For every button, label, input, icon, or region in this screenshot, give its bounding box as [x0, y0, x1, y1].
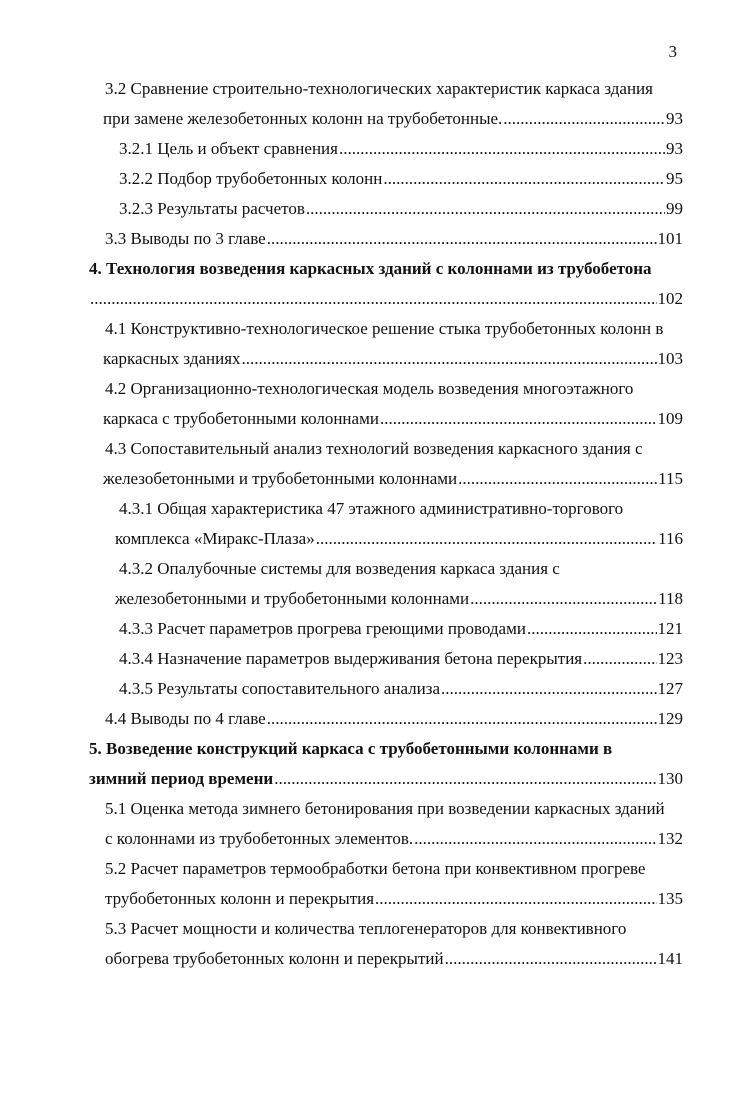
- toc-entry-title: 4.3.3 Расчет параметров прогрева греющими проводами: [119, 619, 526, 638]
- toc-entry-title: 4. Технология возведения каркасных зданий с колоннами из трубобетона: [89, 259, 652, 278]
- toc-entry-4-3-1[interactable]: [115, 494, 683, 554]
- leader-dots: [583, 644, 656, 674]
- leader-dots: [503, 104, 665, 134]
- toc-entry-last-line: [119, 644, 683, 674]
- toc-entry-chapter-5[interactable]: [89, 734, 683, 794]
- toc-entry-4-3-3[interactable]: [119, 614, 683, 644]
- toc-entry-title: 5.1 Оценка метода зимнего бетонирования при возведении каркасных зданий: [105, 799, 665, 818]
- toc-entry-title: 3.2 Сравнение строительно-технологических характеристик каркаса здания: [105, 79, 653, 98]
- toc-entry-first-line: [105, 914, 683, 944]
- toc-entry-4-4[interactable]: [105, 704, 683, 734]
- toc-page-number: 115: [658, 469, 683, 488]
- toc-entry-4-1[interactable]: [105, 314, 683, 374]
- toc-entry-title-cont: железобетонными и трубобетонными колоннами: [103, 469, 458, 488]
- leader-dots: [414, 824, 656, 854]
- toc-entry-last-line: [105, 704, 683, 734]
- toc-entry-title: 3.2.3 Результаты расчетов: [119, 199, 305, 218]
- leader-dots: [375, 884, 656, 914]
- toc-entry-last-line: [115, 524, 683, 554]
- toc-entry-4-3-2[interactable]: [115, 554, 683, 614]
- toc-entry-3-2-3[interactable]: [119, 194, 683, 224]
- toc-entry-title-cont: зимний период времени: [89, 769, 274, 788]
- toc-entry-title: 4.4 Выводы по 4 главе: [105, 709, 266, 728]
- toc-entry-title: 5.3 Расчет мощности и количества теплогенераторов для конвективного: [105, 919, 627, 938]
- toc-entry-title: 4.3 Сопоставительный анализ технологий возведения каркасного здания с: [105, 439, 643, 458]
- toc-entry-last-line: [103, 104, 683, 134]
- toc-entry-last-line: [119, 614, 683, 644]
- leader-dots: [339, 134, 665, 164]
- toc-page-number: 130: [657, 769, 683, 788]
- toc-entry-title-cont: каркасных зданиях: [103, 349, 241, 368]
- leader-dots: [383, 164, 665, 194]
- toc-entry-title: 4.1 Конструктивно-технологическое решение стыка трубобетонных колонн в: [105, 319, 664, 338]
- toc-page-number: 118: [658, 589, 683, 608]
- toc-entry-title-cont: комплекса «Миракс-Плаза»: [115, 529, 315, 548]
- leader-dots: [527, 614, 657, 644]
- toc-entry-chapter-4[interactable]: [89, 254, 683, 314]
- toc-page-number: 99: [666, 199, 683, 218]
- toc-entry-last-line: [119, 194, 683, 224]
- toc-entry-last-line: [89, 284, 683, 314]
- leader-dots: [380, 404, 657, 434]
- toc-entry-title: 3.3 Выводы по 3 главе: [105, 229, 266, 248]
- toc-page-number: 95: [666, 169, 683, 188]
- toc-entry-first-line: [105, 794, 683, 824]
- toc-entry-title: 3.2.2 Подбор трубобетонных колонн: [119, 169, 383, 188]
- toc-entry-title: 4.2 Организационно-технологическая модель возведения многоэтажного: [105, 379, 634, 398]
- leader-dots: [445, 944, 657, 974]
- leader-dots: [90, 284, 657, 314]
- toc-entry-last-line: [105, 824, 683, 854]
- toc-entry-title: 4.3.4 Назначение параметров выдерживания бетона перекрытия: [119, 649, 583, 668]
- leader-dots: [470, 584, 657, 614]
- toc-entry-first-line: [105, 314, 683, 344]
- toc-page-number: 132: [657, 829, 683, 848]
- toc-entry-last-line: [89, 764, 683, 794]
- toc-entry-title: 4.3.1 Общая характеристика 47 этажного административно-торгового: [119, 499, 624, 518]
- toc-page-number: 109: [657, 409, 683, 428]
- toc-page-number: 116: [658, 529, 683, 548]
- leader-dots: [458, 464, 657, 494]
- leader-dots: [242, 344, 657, 374]
- toc-entry-title-cont: железобетонными и трубобетонными колоннами: [115, 589, 470, 608]
- toc-page-number: 93: [666, 109, 683, 128]
- toc-entry-last-line: [105, 224, 683, 254]
- toc-page-number: 135: [657, 889, 683, 908]
- toc-entry-first-line: [105, 434, 683, 464]
- toc-entry-last-line: [103, 464, 683, 494]
- leader-dots: [441, 674, 657, 704]
- toc-entry-first-line: [119, 494, 683, 524]
- toc-entry-3-2-2[interactable]: [119, 164, 683, 194]
- toc-page-number: 123: [657, 649, 683, 668]
- toc-entry-last-line: [119, 134, 683, 164]
- toc-entry-last-line: [105, 884, 683, 914]
- toc-entry-first-line: [89, 254, 683, 284]
- toc-entry-title: 5. Возведение конструкций каркаса с трубобетонными колоннами в: [89, 739, 613, 758]
- leader-dots: [267, 224, 657, 254]
- toc-page-number: 121: [657, 619, 683, 638]
- toc-entry-4-2[interactable]: [105, 374, 683, 434]
- toc-entry-last-line: [115, 584, 683, 614]
- toc-entry-title-cont: трубобетонных колонн и перекрытия: [105, 889, 375, 908]
- toc-page-number: 93: [666, 139, 683, 158]
- toc-entry-last-line: [119, 164, 683, 194]
- toc-entry-title: 5.2 Расчет параметров термообработки бетона при конвективном прогреве: [105, 859, 646, 878]
- toc-page-number: 127: [657, 679, 683, 698]
- toc-page-number: 129: [657, 709, 683, 728]
- toc-entry-5-2[interactable]: [105, 854, 683, 914]
- toc-page-number: 102: [657, 289, 683, 308]
- toc-entry-5-3[interactable]: [105, 914, 683, 974]
- page-number: 3: [668, 42, 677, 61]
- toc-entry-last-line: [119, 674, 683, 704]
- toc-entry-3-2[interactable]: [105, 74, 683, 134]
- toc-page-number: 101: [657, 229, 683, 248]
- toc-entry-title-cont: обогрева трубобетонных колонн и перекрытий: [105, 949, 444, 968]
- toc-entry-4-3-4[interactable]: [119, 644, 683, 674]
- leader-dots: [306, 194, 665, 224]
- toc-entry-first-line: [105, 854, 683, 884]
- toc-entry-title: 4.3.2 Опалубочные системы для возведения каркаса здания с: [119, 559, 560, 578]
- toc-entry-last-line: [103, 344, 683, 374]
- toc-entry-3-3[interactable]: [105, 224, 683, 254]
- toc-page-number: 141: [657, 949, 683, 968]
- toc-entry-title: 3.2.1 Цель и объект сравнения: [119, 139, 338, 158]
- leader-dots: [316, 524, 657, 554]
- toc-entry-title-cont: каркаса с трубобетонными колоннами: [103, 409, 379, 428]
- leader-dots: [267, 704, 657, 734]
- leader-dots: [274, 764, 656, 794]
- toc-entry-4-3[interactable]: [105, 434, 683, 494]
- toc-entry-first-line: [105, 374, 683, 404]
- toc-entry-title: 4.3.5 Результаты сопоставительного анализа: [119, 679, 440, 698]
- toc-entry-4-3-5[interactable]: [119, 674, 683, 704]
- toc-page-number: 103: [657, 349, 683, 368]
- toc-entry-title-cont: при замене железобетонных колонн на трубобетонные.: [103, 109, 503, 128]
- toc-entry-5-1[interactable]: [105, 794, 683, 854]
- toc-entry-3-2-1[interactable]: [119, 134, 683, 164]
- toc-entry-first-line: [105, 74, 683, 104]
- toc-entry-first-line: [119, 554, 683, 584]
- toc-entry-last-line: [105, 944, 683, 974]
- toc-entry-title-cont: с колоннами из трубобетонных элементов.: [105, 829, 414, 848]
- toc-entry-first-line: [89, 734, 683, 764]
- toc-entry-last-line: [103, 404, 683, 434]
